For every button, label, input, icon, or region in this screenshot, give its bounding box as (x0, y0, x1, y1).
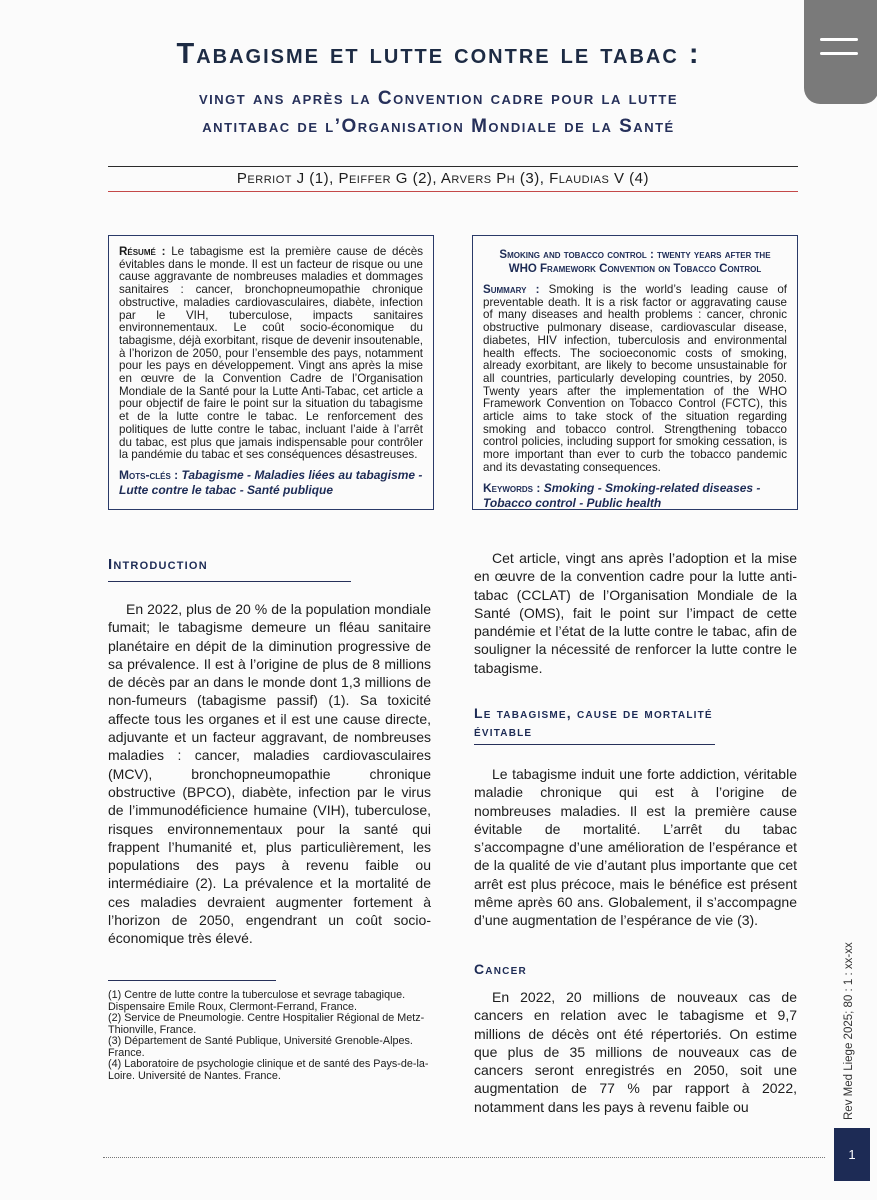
section-heading-mortality (474, 704, 797, 740)
title-line-3: antitabac de l’Organisation Mondiale de la Santé (202, 116, 675, 137)
intro-paragraph: En 2022, plus de 20 % de la population mondiale fumait; le tabagisme demeure un fléau sanitaire planétaire en dépit de la diminution progressive de sa prévalence. Il est à l’origine de plus de 8 millions de décès par an dans le monde dont 1,3 millions de non-fumeurs (tabagisme passif) (1). Sa toxicité affecte tous les organes et il est une cause directe, adjuvante et un facteur aggravant, de nombreuses maladies : cancer, maladies cardiovasculaires (MCV), bronchopneumopathie chronique obstructive (BPCO), diabète, infection par le virus de l’immunodéficience humaine (VIH), tuberculose, risques environnementaux pour la santé qui frappent l’humanité et, plus particulièrement, les populations des pays à revenu faible ou intermédiaire (2). La prévalence et la mortalité de ces maladies devraient augmenter fortement à l’horizon de 2050, engendrant un coût socio-économique très élevé. (108, 601, 431, 947)
keywords-en-label: Keywords : (483, 480, 541, 495)
abstract-label: Résumé : (119, 245, 166, 258)
cancer-paragraph: En 2022, 20 millions de nouveaux cas de cancers en relation avec le tabagisme et 9,7 millions de décès ont été répertoriés. On estime que plus de 35 millions de nouveaux cas de cancers seront enregistrés en 2050, soit une augmentation de 77 % par rapport à 2022, notamment dans les pays à revenu faible ou (474, 989, 797, 1115)
divider (108, 191, 798, 192)
footnote: (4) Laboratoire de psychologie clinique et de santé des Pays-de-la-Loire. Université de Nantes. France. (108, 1058, 429, 1082)
summary-text: Smoking is the world’s leading cause of preventable death. It is a risk factor or aggravating cause of many diseases and health problems : cancer, chronic obstructive pulmonary disease, cardiovascular disease, diabetes, HIV infection, tuberculosis and environmental health effects. The socioeconomic costs of smoking, already exorbitant, are likely to become unsustainable for all countries, particularly developing countries, by 2050. Twenty years after the implementation of the WHO Framework Convention on Tobacco Control (FCTC), this article aims to take stock of the situation regarding smoking and tobacco control. Strengthening tobacco control policies, including support for smoking cessation, is more important than ever to curb the tobacco pandemic and its devastating consequences. (483, 283, 787, 474)
summary-label: Summary : (483, 283, 540, 296)
abstract-en-title-1: Smoking and tobacco control : twenty years after the (499, 249, 771, 261)
authors: Perriot J (1), Peiffer G (2), Arvers Ph (3), Flaudias V (4) (236, 170, 649, 187)
keywords-label: Mots-clés : (119, 467, 179, 482)
intro-paragraph-2: Cet article, vingt ans après l’adoption et la mise en œuvre de la convention cadre pour la lutte anti-tabac (CCLAT) de l’Organisation Mondiale de la Santé (OMS), fait le point sur l’impact de cette pandémie et l’état de la lutte contre le tabac, afin de souligner la nécessité de renforcer la lutte contre le tabagisme. (474, 550, 797, 676)
heading-line: Le tabagisme, cause de mortalité (474, 705, 713, 721)
keywords: Tabagisme - Maladies liées au tabagisme - Lutte contre le tabac - Santé publique (119, 467, 423, 497)
footer-divider (103, 1157, 825, 1158)
subsection-heading-cancer: Cancer (474, 961, 527, 977)
abstract-en-title-2: WHO Framework Convention on Tobacco Control (508, 263, 762, 275)
journal-reference: Rev Med Liege 2025; 80 : 1 : xx-xx (843, 942, 855, 1120)
footnote: (2) Service de Pneumologie. Centre Hospitalier Régional de Metz-Thionville, France. (108, 1012, 425, 1036)
footnote: (3) Département de Santé Publique, Université Grenoble-Alpes. France. (108, 1035, 413, 1059)
page-number: 1 (834, 1128, 870, 1181)
footnote: (1) Centre de lutte contre la tuberculose et sevrage tabagique. Dispensaire Emile Roux, Clermont-Ferrand, France. (108, 989, 406, 1013)
heading-line: évitable (474, 723, 533, 739)
title-line-1: Tabagisme et lutte contre le tabac : (176, 38, 701, 70)
abstract-text: Le tabagisme est la première cause de décès évitables dans le monde. Il est un facteur de risque ou une cause aggravante de nombreuses maladies et dommages sanitaires : cancer, bronchopneumopathie chronique obstructive, maladies cardiovasculaires, diabète, infection par le VIH, tuberculose, impacts sanitaires environnementaux. Le coût socio-économique du tabagisme, déjà exorbitant, risque de devenir insoutenable, à l’horizon de 2050, pour l’ensemble des pays, notamment pour les pays en développement. Vingt ans après la mise en œuvre de la Convention Cadre de l’Organisation Mondiale de la Santé pour la Lutte Anti-Tabac, cet article a pour objectif de faire le point sur la situation du tabagisme et de la lutte contre le tabac. Le renforcement des politiques de lutte contre le tabac, incluant l’aide à l’arrêt du tabac, est plus que jamais indispensable pour contrôler la pandémie du tabac et ses conséquences désastreuses. (119, 245, 423, 462)
footnote-rule (108, 980, 276, 981)
title-line-2: vingt ans après la Convention cadre pour la lutte (198, 88, 679, 109)
keywords-en: Smoking - Smoking-related diseases - Tobacco control - Public health (483, 480, 761, 510)
abstract-en (472, 235, 798, 510)
section-heading-introduction: Introduction (108, 556, 208, 573)
heading-rule (108, 581, 351, 582)
divider (108, 166, 798, 167)
abstract-fr (108, 235, 434, 510)
mortality-paragraph: Le tabagisme induit une forte addiction, véritable maladie chronique qui est à l’origine de nombreuses maladies. Il est la première cause évitable de mortalité. L’arrêt du tabac s’accompagne d’une amélioration de l’espérance et de la qualité de vie d’autant plus importante que cet arrêt est plus précoce, mais le bénéfice est présent même après 60 ans. Globalement, il s’accompagne d’une augmentation de l’espérance de vie (3). (474, 766, 797, 929)
heading-rule (474, 744, 715, 745)
footnotes (108, 990, 430, 1082)
